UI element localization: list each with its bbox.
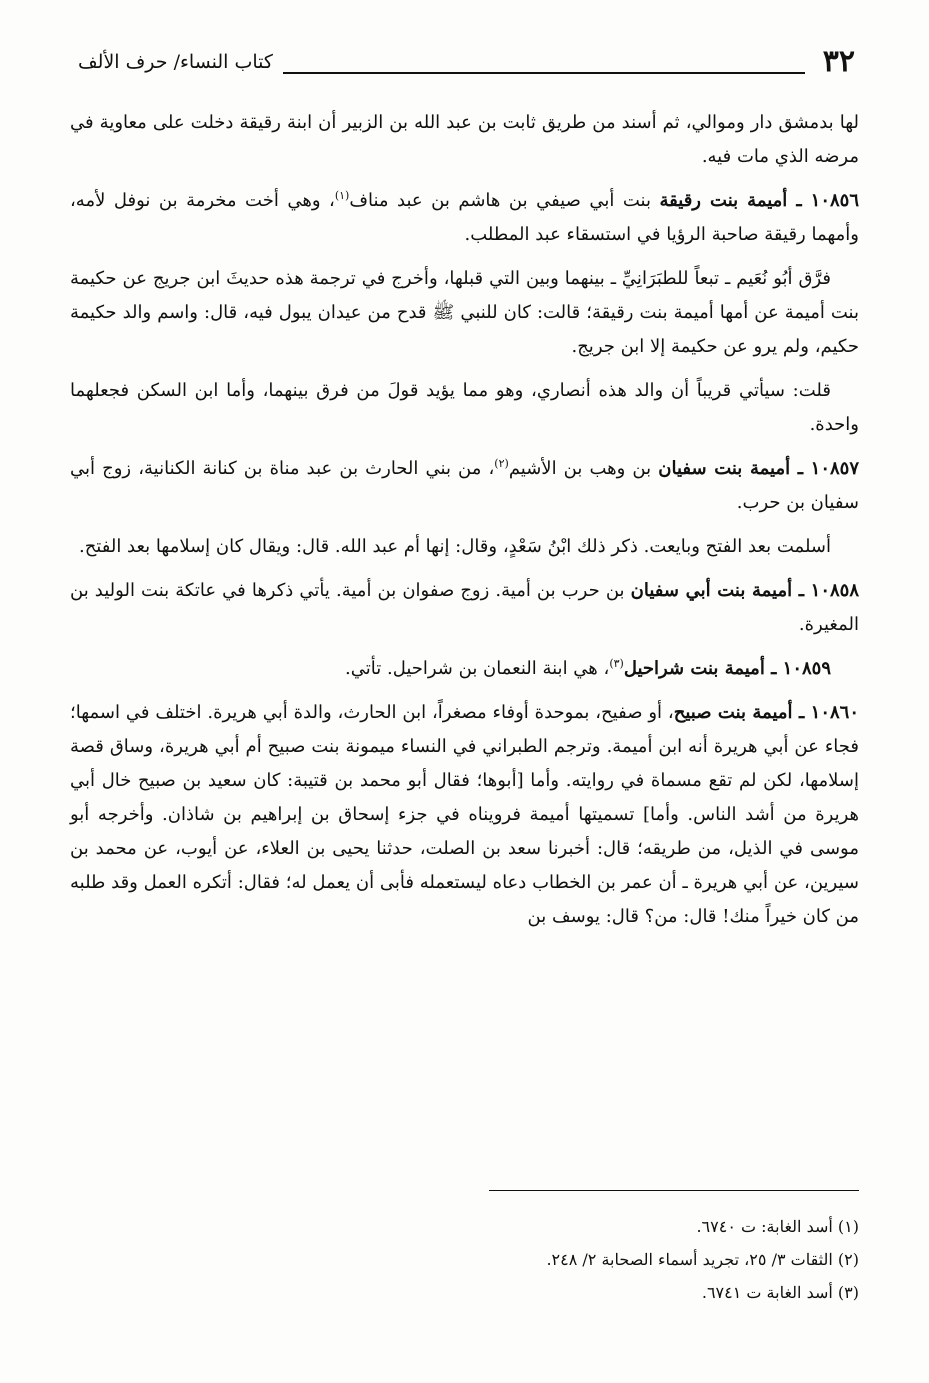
paragraph: [70, 262, 859, 364]
running-header: [78, 40, 855, 84]
entry-text: ، هي ابنة النعمان بن شراحيل. تأتي.: [345, 658, 610, 679]
entry-number: ١٠٨٥٨: [810, 580, 860, 601]
entry-text: بنت أبي صيفي بن هاشم بن عبد مناف: [349, 190, 652, 211]
entry-paragraph: ١٠٨٥٨ ـ أميمة بنت أبي سفيان بن حرب بن أمية. زوج صفوان بن أمية. يأتي ذكرها في عاتكة بنت الوليد بن المغيرة.: [70, 580, 860, 635]
paragraph-text: فرَّق أبُو نُعَيم ـ تبعاً للطبَرَانِيِّ ـ بينهما وبين التي قبلها، وأخرج في ترجمة هذه حديثَ ابن جريج عن حكيمة بنت أميمة عن أمها أميمة بنت رقيقة؛ قالت: كان للنبي ﷺ قدح من عيدان يبول فيه، قال: واسم والد حكيمة حكيم، ولم يرو عن حكيمة إلا ابن جريج.: [70, 268, 859, 357]
footnote-ref: (٢): [494, 457, 509, 470]
entry-number: ١٠٨٥٦: [810, 190, 859, 211]
entry-text: ، وهي أخت مخرمة بن نوفل لأمه، وأمهما رقيقة صاحبة الرؤيا في استسقاء عبد المطلب.: [70, 190, 859, 245]
main-text: [70, 106, 859, 944]
footnote: (٢) الثقات ٣/ ٢٥، تجريد أسماء الصحابة ٢/ ٢٤٨.: [546, 1250, 859, 1269]
paragraph: [70, 106, 859, 174]
entry-paragraph: ١٠٨٥٧ ـ أميمة بنت سفيان بن وهب بن الأشيم$^{(٢)}$، من بني الحارث بن عبد مناة بن كنانة الكنانية، زوج أبي سفيان بن حرب.: [70, 457, 859, 513]
header-rule: [283, 72, 805, 74]
entry-name: أميمة بنت شراحيل: [623, 658, 765, 679]
footnote: (١) أسد الغابة: ت ٦٧٤٠.: [696, 1217, 859, 1236]
entry-text: ، من بني الحارث بن عبد مناة بن كنانة الكنانية، زوج أبي سفيان بن حرب.: [70, 458, 859, 513]
entry-number: ١٠٨٥٧: [810, 458, 859, 479]
paragraph: [70, 374, 859, 442]
footnotes: [70, 1210, 859, 1309]
paragraph: [70, 530, 859, 564]
paragraph-text: لها بدمشق دار وموالي، ثم أسند من طريق ثابت بن عبد الله بن الزبير أن ابنة رقيقة دخلت على معاوية في مرضه الذي مات فيه.: [70, 112, 859, 167]
paragraph-text: قلت: سيأتي قريباً أن والد هذه أنصاري، وهو مما يؤيد قولَ من فرق بينهما، وأما ابن السكن فجعلهما واحدة.: [70, 380, 859, 435]
entry-paragraph: ١٠٨٦٠ ـ أميمة بنت صبيح، أو صفيح، بموحدة أوفاء مصغراً، ابن الحارث، والدة أبي هريرة. اختلف في اسمها؛ فجاء عن أبي هريرة أنه ابن أميمة. وترجم الطبراني في النساء ميمونة بنت صبيح أم أبي هريرة، وساق قصة إسلامها، لكن لم تقع مسماة في روايته. وأما [أبوها؛ فقال أبو محمد بن قتيبة: كان سعيد بن صبيح خال أبي هريرة من أشد الناس. وأما] تسميتها أميمة فرويناه في جزء إسحاق بن إبراهيم بن شاذان. وأخرجه أبو موسى في الذيل، من طريقه؛ قال: أخبرنا سعد بن الصلت، حدثنا يحيى بن العلاء، عن أيوب، عن محمد بن سيرين، عن أبي هريرة ـ أن عمر بن الخطاب دعاه ليستعمله فأبى أن يعمل له؛ فقال: أتكره العمل وقد طلبه من كان خيراً منك! قال: من؟ قال: يوسف بن: [70, 702, 859, 927]
entry-paragraph: ١٠٨٥٩ ـ أميمة بنت شراحيل$^{(٣)}$، هي ابنة النعمان بن شراحيل. تأتي.: [345, 657, 831, 679]
footnote-ref: (٣): [609, 657, 624, 670]
entry-paragraph: ١٠٨٥٦ ـ أميمة بنت رقيقة بنت أبي صيفي بن هاشم بن عبد مناف$^{(١)}$، وهي أخت مخرمة بن نوفل لأمه، وأمهما رقيقة صاحبة الرؤيا في استسقاء عبد المطلب.: [70, 189, 859, 245]
entry-name: أميمة بنت أبي سفيان: [630, 580, 793, 601]
entry-text: بن حرب بن أمية. زوج صفوان بن أمية. يأتي ذكرها في عاتكة بنت الوليد بن المغيرة.: [70, 580, 859, 635]
footnote-rule: [489, 1190, 859, 1191]
entry-number: ١٠٨٥٩: [782, 658, 831, 679]
entry-name: أميمة بنت رقيقة: [659, 190, 788, 211]
footnote-ref: (١): [334, 189, 350, 202]
entry-text: بن وهب بن الأشيم: [508, 458, 652, 479]
running-title: كتاب النساء/ حرف الألف: [78, 51, 273, 73]
entry-name: أميمة بنت صبيح: [673, 702, 793, 723]
paragraph-text: أسلمت بعد الفتح وبايعت. ذكر ذلك ابْنُ سَعْدٍ، وقال: إنها أم عبد الله. قال: ويقال كان إسلامها بعد الفتح.: [78, 536, 831, 557]
entry-name: أميمة بنت سفيان: [658, 458, 791, 479]
page-number: ٣٢: [822, 44, 855, 79]
entry-number: ١٠٨٦٠: [810, 702, 859, 723]
entry-text: ، أو صفيح، بموحدة أوفاء مصغراً، ابن الحارث، والدة أبي هريرة. اختلف في اسمها؛ فجاء عن أبي هريرة أنه ابن أميمة. وترجم الطبراني في النساء ميمونة بنت صبيح أم أبي هريرة، وساق قصة إسلامها، لكن لم تقع مسماة في روايته. وأما [أبوها؛ فقال أبو محمد بن قتيبة: كان سعيد بن صبيح خال أبي هريرة من أشد الناس. وأما] تسميتها أميمة فرويناه في جزء إسحاق بن إبراهيم بن شاذان. وأخرجه أبو موسى في الذيل، من طريقه؛ قال: أخبرنا سعد بن الصلت، حدثنا يحيى بن العلاء، عن أيوب، عن محمد بن سيرين، عن أبي هريرة ـ أن عمر بن الخطاب دعاه ليستعمله فأبى أن يعمل له؛ فقال: أتكره العمل وقد طلبه من كان خيراً منك! قال: من؟ قال: يوسف بن: [70, 702, 859, 927]
footnote: (٣) أسد الغابة ت ٦٧٤١.: [701, 1283, 859, 1302]
